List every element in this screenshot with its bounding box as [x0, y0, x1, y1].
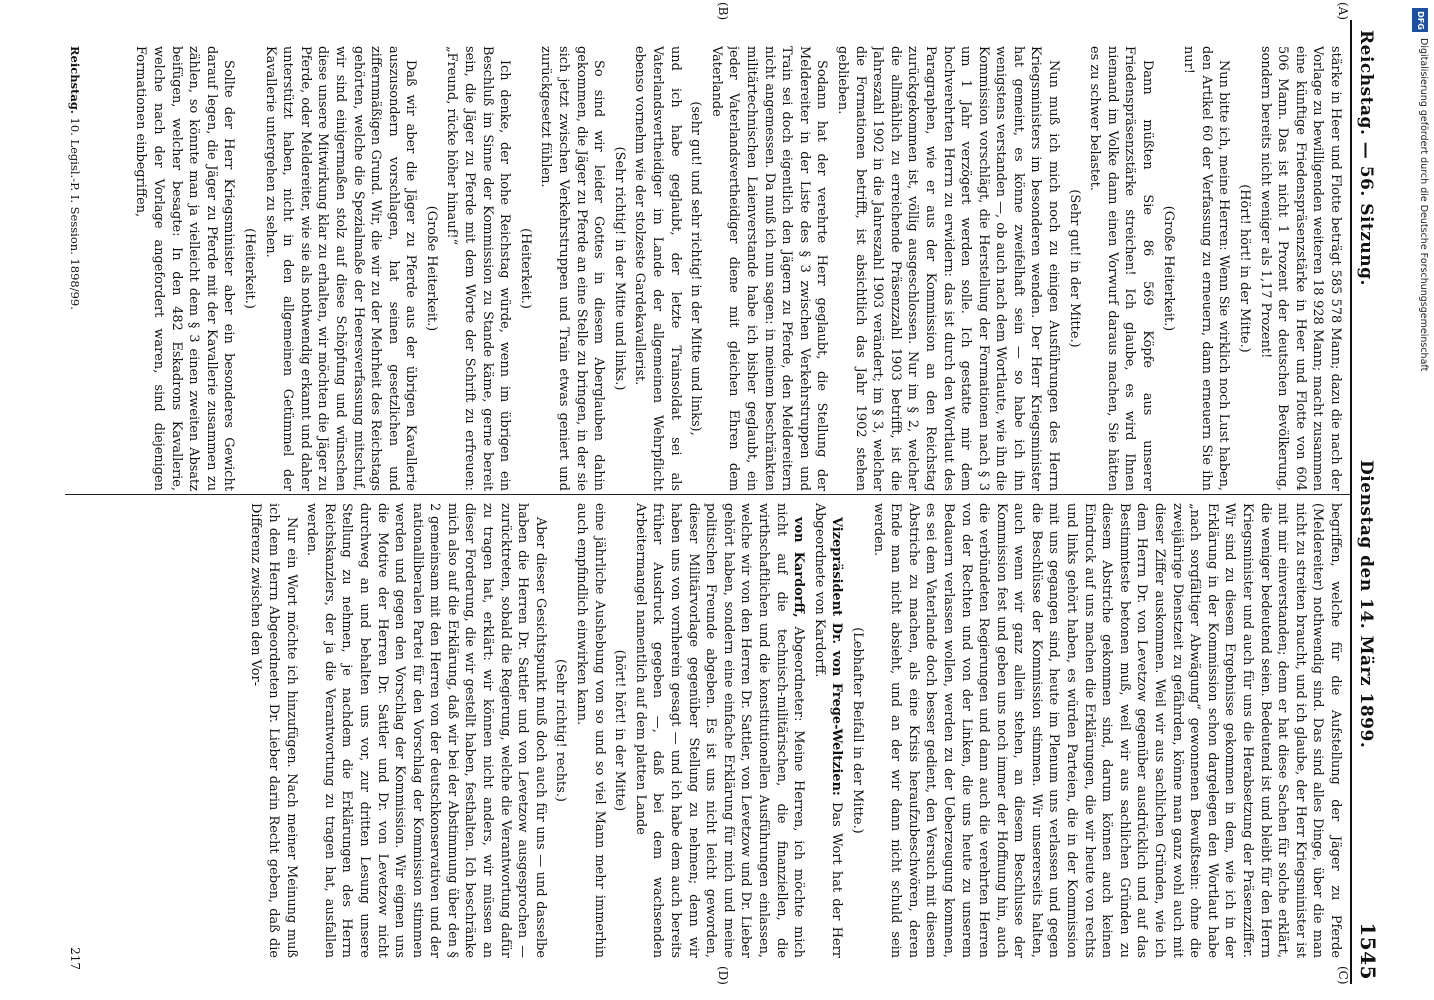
interjection: (Sehr gut! in der Mitte.) [1066, 189, 1082, 348]
paragraph: stärke in Heer und Flotte beträgt 585 578 Mann; dazu die nach der Vorlage zu bewilligenden weiteren 18 928 Mann; macht zusammen eine künftige Friedenspräsenzstärke in Heer und Flotte von 604 506 Mann. Das ist nicht 1 Prozent der deutschen Bevölkerung, sondern bereits nicht weniger als 1,17 Prozent! [1257, 46, 1343, 491]
footer [68, 46, 82, 310]
printer-signature: 217 [68, 947, 82, 970]
paragraph: Sollte der Herr Kriegsminister aber ein besonderes Gewicht darauf legen, die Jäger zu Pferde mit der Kavallerie zusammen zu zählen, so könnte man ja vielleicht dem § 3 einen zweiten Absatz beifügen, welcher besagte: In den 482 Eskadrons Kavallerie, welche nach der Vorlage angefordert waren, sind diejenigen Formationen einbegriffen, [133, 46, 237, 491]
header-date: Dienstag den 14. März 1899. [1356, 460, 1376, 749]
speaker-paragraph [810, 503, 845, 958]
interjection: (Große Heiterkeit.) [423, 205, 439, 332]
margin-marker-d: (D) [716, 966, 730, 985]
document-sheet [60, 0, 1410, 990]
paragraph: So sind wir leider Gottes in diesem Aberglauben dahin gekommen, die Jäger zu Pferde an eine Stelle zu bringen, in der sie sich jetzt zwischen Verkehrstruppen und Train etwas geniert und zurückgesetzt fühlen. [538, 46, 607, 491]
paragraph: Ich denke, der hohe Reichstag würde, wenn im übrigen ein Beschluß im Sinne der Kommission zu Stande käme, gerne bereit sein, die Jäger zu Pferde mit dem Worte der Schrift zu erfreuen: „Freund, rücke höher hinauf!“ [444, 46, 513, 491]
margin-marker-c: (C) [1336, 966, 1350, 985]
speaker-name: Vizepräsident Dr. von Frege-Weltzien: [829, 517, 845, 796]
right-column [64, 503, 1344, 958]
dfg-logo-icon: DFG [1412, 8, 1428, 32]
interjection: (Heiterkeit.) [517, 228, 533, 309]
interjection: (sehr gut! und sehr richtig! in der Mitte und links), [688, 101, 704, 436]
interjection: (Sehr richtig! rechts.) [553, 659, 569, 802]
margin-marker-b: (B) [716, 2, 730, 21]
interjection: (Hört! hört! in der Mitte.) [1237, 184, 1253, 353]
speaker-text: Das Wort hat der Herr Abgeordnete von Kardorff. [811, 503, 845, 958]
running-header [1356, 30, 1400, 980]
paragraph: Nur ein Wort möchte ich hinzufügen. Nach meiner Meinung muß ich dem Herrn Abgeordneten Dr. Lieber darin Recht geben, daß die Differenz zwischen den Vor- [248, 503, 299, 958]
digitization-sidebar [1408, 0, 1434, 1000]
interjection: (Große Heiterkeit.) [1160, 205, 1176, 332]
page-number: 1545 [1356, 922, 1380, 980]
paragraph: eine jährliche Aushebung von so und so viel Mann mehr immerhin auch empfindlich einwirken kann. [574, 503, 607, 958]
footer-text: 10. Legisl.-P. I. Session. 1898/99. [68, 117, 82, 310]
interjection: (Sehr richtig! in der Mitte und links.) [611, 146, 627, 391]
paragraph: Nun muß ich mich noch zu einigen Ausführungen des Herrn Kriegsministers im besonderen wenden. Der Herr Kriegsminister hat gemeint, es könne zweifelhaft sein — so habe ich ihn wenigstens verstanden —, ob auch nach dem Wortlaute, wie ihn die Kommission vorschlägt, die Herstellung der Formationen nach § 3 um 1 Jahr verzögert werden solle. Ich gestatte mir dem hochverehrten Herrn zu erwidern: das ist durch den Wortlaut des Paragraphen, wie er aus der Kommission an den Reichstag zurückgekommen ist, völlig ausgeschlossen. Nur im § 2, welcher die allmählich zu erreichende Präsenzzahl 1903 betrifft, ist die Jahreszahl 1902 in die Jahreszahl 1903 verändert; im § 3, welcher die Formationen betrifft, ist absichtlich das Jahr 1902 stehen geblieben. [834, 46, 1062, 491]
paragraph: Aber dieser Gesichtspunkt muß doch auch für uns — und dasselbe haben die Herren Dr. Sattler und von Levetzow ausgesprochen — zurücktreten, sobald die Regierung, welche die Verantwortung dafür zu tragen hat, erklärt: wir können nicht anders, wir müssen an dieser Forderung, die wir gestellt haben, festhalten. Ich beschränke mich also auf die Erklärung, daß wir bei der Abstimmung über den § 2 gemeinsam mit den Herren von der deutschkonservativen und der nationalliberalen Partei für den Vorschlag der Kommission stimmen werden und gegen den Vorschlag der Kommission. Wir eignen uns die Motive der Herren Dr. Sattler und Dr. von Levetzow nicht durchweg an und behalten uns vor, zur dritten Lesung unsere Stellung zu nehmen, je nachdem die Erklärungen des Herrn Reichskanzlers, der ja die Verantwortung zu tragen hat, ausfallen werden. [304, 503, 548, 958]
speaker-paragraph [631, 503, 807, 958]
interjection: (hört! hört! in der Mitte) [612, 649, 628, 812]
speaker-text: Abgeordneter: Meine Herren, ich möchte mich nicht auf die technisch-militärischen, die finanziellen, die wirthschaftlichen und die konstitutionellen Ausführungen einlassen, welche wir von den Herren Dr. Sattler, von Levetzow und Dr. Lieber gehört haben, sondern eine einfache Erklärung für mich und meine politischen Freunde abgeben. Es ist uns nicht leicht geworden, dieser Militärvorlage gegenüber Stellung zu nehmen; denn wir haben uns von vornherein gesagt — und ich habe dem auch bereits früher Ausdruck gegeben —, daß bei dem wachsenden Arbeitermangel namentlich auf dem platten Lande [632, 503, 807, 958]
paragraph: Nun bitte ich, meine Herren: Wenn Sie wirklich noch Lust haben, den Artikel 60 der Verfassung zu erneuern, dann erneuern Sie ihn nur! [1181, 46, 1232, 491]
speaker-name: von Kardorff, [791, 517, 807, 618]
interjection: (Lebhafter Beifall in der Mitte.) [849, 627, 865, 834]
interjection: (Heiterkeit.) [241, 228, 257, 309]
margin-marker-a: (A) [1336, 2, 1350, 21]
footer-label: Reichstag. [68, 46, 82, 114]
paragraph: Daß wir aber die Jäger zu Pferde aus der übrigen Kavallerie auszusondern vorschlagen, hat seinen gesetzlichen und ziffernmäßigen Grund. Wir, die wir zu der Mehrheit des Reichstags gehörten, welche die Spezialmaße der Heeresverfassung mitschuf, wir sind einigermaßen stolz auf diese Schöpfung und wünschen diese unsere Mitwirkung klar zu erhalten, wir möchten die Jäger zu Pferde, oder Meldereiter, wie sie als nothwendig erkannt und daher unterstützt haben, nicht in den allgemeinen Getümmel der Kavallerie untergehen zu sehen. [262, 46, 419, 491]
paragraph: und ich habe geglaubt, der letzte Trainsoldat sei als Vaterlandsvertheidiger im Lande der allgemeinen Wehrpflicht ebenso vornehm wie der stolzeste Gardekavallerist. [632, 46, 683, 491]
funding-note: Digitalisierung gefördert durch die Deutsche Forschungsgemeinschaft [1418, 38, 1429, 372]
paragraph: Sodann hat der verehrte Herr geglaubt, die Stellung der Meldereiter in der Liste des § 3 zwischen Verkehrstruppen und Train sei doch eigentlich den Jägern zu Pferde, den Meldereitern nicht angemessen. Da muß ich nun sagen: in meinem beschränkten militärtechnischen Laienverstande habe ich bisher geglaubt, ein jeder Vaterlandsvertheidiger diene mit gleichen Ehren dem Vaterlande [708, 46, 830, 491]
header-session: Reichstag. — 56. Sitzung. [1356, 30, 1376, 286]
paragraph: Dann müßten Sie 86 569 Köpfe aus unserer Friedenspräsenzstärke streichen! Ich glaube, es wird Ihnen niemand im Volke dann einen Vorwurf daraus machen, Sie hätten es zu schwer belastet. [1087, 46, 1156, 491]
header-rule [1350, 20, 1352, 984]
paragraph: begriffen, welche für die Aufstellung der Jäger zu Pferde (Meldereiter) nothwendig sind. Das sind alles Dinge, über die man nicht zu streiten braucht, und ich glaube, der Herr Kriegsminister ist mit mir einverstanden; denn er hat diese Sachen für solche erklärt, die weniger bedeutend seien. Bedeutend ist und bleibt für den Herrn Kriegsminister und auch für uns die Herabsetzung der Präsenzziffer. Wir sind zu diesem Ergebnisse gekommen in dem, wie ich in der Erklärung in der Kommission schon dargelegen den Wortlaut habe „nach sorgfältiger Abwägung“ gewonnenen Bewußtsein: ohne die zweijährige Dienstzeit zu gefährden, könne man ganz wohl auch mit dieser Ziffer auskommen. Weil wir aus sachlichen Gründen, wie ich dem Herrn Dr. von Levetzow gegenüber ausdrücklich und auf das Bestimmteste betonen muß, weil wir aus sachlichen Gründen zu diesem Abstriche gekommen sind, darum können auch keinen Eindruck auf uns machen die Erklärungen, die wir heute von rechts und links gehört haben, es würden Parteien, die in der Kommission mit uns gegangen sind, heute im Plenum uns verlassen und gegen die Beschlüsse der Kommission stimmen. Wir unsererseits halten, auch wenn wir ganz allein stehen, an diesem Beschlusse der Kommission fest und geben uns noch immer der Hoffnung hin, auch die verbündeten Regierungen und dann auch die verehrten Herren von der Rechten und von der Linken, die uns heute zu unserem Bedauern verlassen wollen, werden zu der Ueberzeugung kommen, es sei dem Vaterlande doch besser gedient, den Versuch mit diesem Abstriche zu machen, als eine Krisis heraufzubeschwören, deren Ende man nicht absieht, und an der wir dann nicht schuld sein werden. [870, 503, 1343, 958]
left-column [64, 46, 1344, 491]
column-divider [65, 494, 1350, 495]
